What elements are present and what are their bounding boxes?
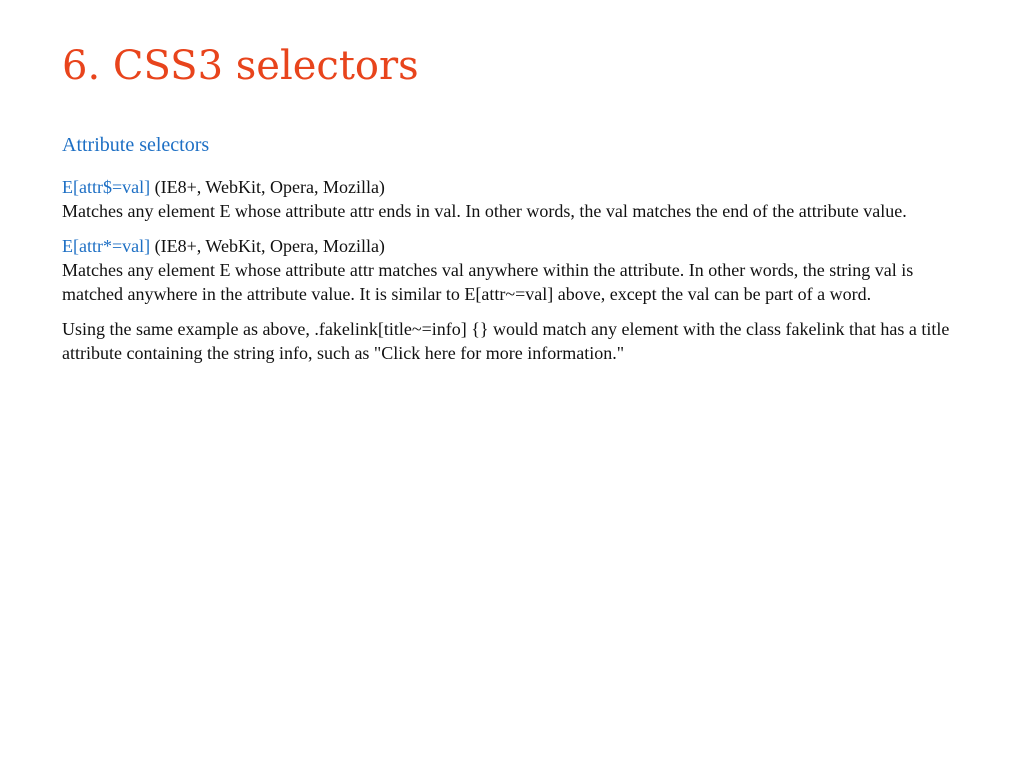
selector-block-ends-with (62, 175, 972, 223)
section-subtitle: Attribute selectors (62, 134, 210, 156)
selector-code: E[attr*=val] (62, 236, 151, 256)
browser-support: (IE8+, WebKit, Opera, Mozilla) (150, 236, 385, 256)
example-paragraph: Using the same example as above, .fakelink[title~=info] {} would match any element with the class fakelink that has a title attribute containing the string info, such as "Click here for more information." (62, 319, 950, 363)
browser-support: (IE8+, WebKit, Opera, Mozilla) (150, 177, 385, 197)
selector-code: E[attr$=val] (62, 177, 151, 197)
selector-description: Matches any element E whose attribute attr ends in val. In other words, the val matches the end of the attribute value. (62, 201, 907, 221)
selector-block-contains (62, 234, 972, 306)
slide-title: 6. CSS3 selectors (62, 43, 419, 89)
selector-description: Matches any element E whose attribute attr matches val anywhere within the attribute. In other words, the string val is matched anywhere in the attribute value. It is similar to E[attr~=val] above, except the val can be part of a word. (62, 260, 914, 304)
selector-heading-line (62, 234, 972, 258)
slide (62, 38, 972, 365)
selector-heading-line (62, 175, 972, 199)
